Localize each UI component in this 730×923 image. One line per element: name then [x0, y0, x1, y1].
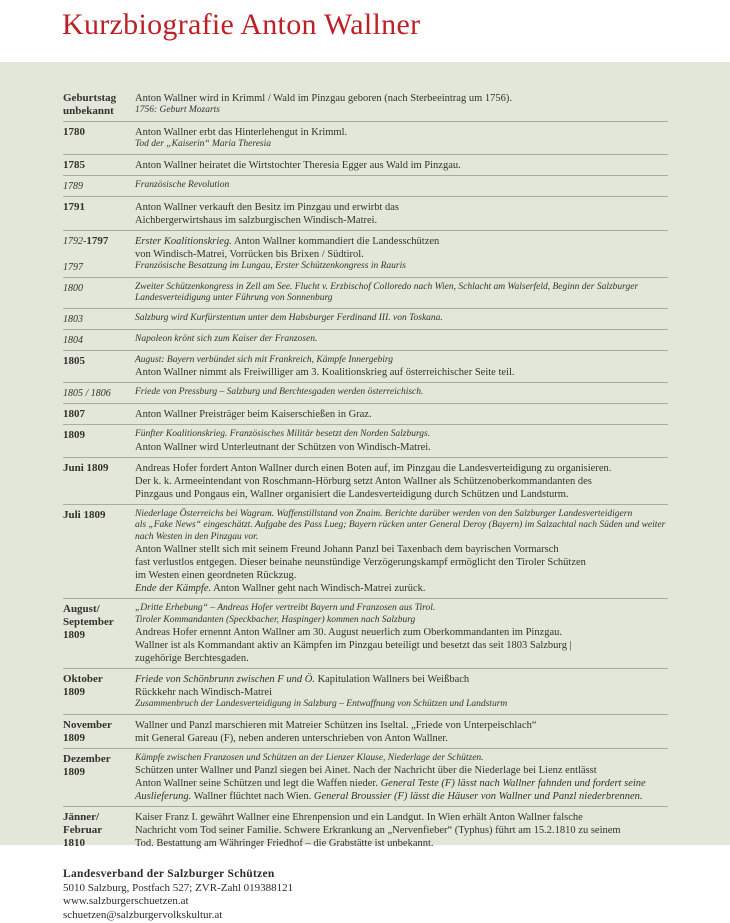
timeline-date-line: 1809	[63, 686, 85, 698]
timeline-content-cell	[135, 313, 668, 326]
timeline-text-line: Französische Revolution	[135, 179, 230, 190]
timeline-content-cell	[135, 282, 668, 305]
timeline-text-line: Ende der Kämpfe. Anton Wallner geht nach Windisch-Matrei zurück.	[135, 583, 426, 594]
timeline-row	[63, 176, 668, 197]
timeline-date-line: 1785	[63, 158, 85, 171]
timeline-date-line: November	[63, 718, 112, 731]
timeline-text-line: Anton Wallner Preisträger beim Kaiserschießen in Graz.	[135, 409, 372, 420]
timeline-text-line: im Westen einen geordneten Rückzug.	[135, 570, 297, 581]
timeline-content-cell	[135, 673, 668, 711]
timeline-date-line: 1809	[63, 765, 85, 778]
timeline-date-line: 1805	[63, 354, 85, 367]
timeline-text-line: Nachricht vom Tod seiner Familie. Schwere Erkrankung an „Nervenfieber“ (Typhus) führt am 15.2.1810 zu seinem	[135, 825, 621, 836]
timeline-row	[63, 425, 668, 458]
timeline-row	[63, 330, 668, 351]
timeline-content-cell	[135, 355, 668, 380]
timeline-content-cell	[135, 509, 668, 596]
timeline-text-line: Andreas Hofer ernennt Anton Wallner am 30. August neuerlich zum Oberkommandanten im Pinzgau.	[135, 627, 563, 638]
timeline-date-line: 1800	[63, 282, 83, 294]
timeline-content-cell	[135, 387, 668, 400]
timeline-text-line: zugehörige Berchtesgaden.	[135, 653, 249, 664]
timeline-text-line: Kaiser Franz I. gewährt Wallner eine Ehrenpension und ein Landgut. In Wien erhält Anton Wallner falsche	[135, 812, 583, 823]
timeline-row	[63, 309, 668, 330]
timeline-row	[63, 351, 668, 384]
footer	[0, 845, 730, 922]
timeline-text-line: von Windisch-Matrei, Vorrücken bis Brixen / Südtirol.	[135, 248, 364, 260]
timeline-date-cell	[63, 235, 135, 274]
timeline-text-line: Friede von Pressburg – Salzburg und Berchtesgaden werden österreichisch.	[135, 387, 424, 397]
timeline-text-line: als „Fake News“ eingeschätzt. Aufgabe des Pass Lueg; Bayern rücken unter General Deroy (Bayern) im Salzachtal nach Süden und weiter	[135, 520, 666, 530]
timeline-row	[63, 669, 668, 715]
timeline-row	[63, 807, 668, 853]
timeline-content-cell	[135, 811, 668, 850]
timeline-text-line: Schützen unter Wallner und Panzl siegen bei Ainet. Nach der Nachricht über die Niederlage bei Lienz entlässt	[135, 765, 597, 776]
timeline-row	[63, 404, 668, 425]
timeline-row	[63, 231, 668, 278]
timeline-date-cell	[63, 313, 135, 326]
timeline-text-line: Andreas Hofer fordert Anton Wallner durch einen Boten auf, im Pinzgau die Landesverteidigung zu organisieren.	[135, 462, 612, 474]
timeline-content-cell	[135, 92, 668, 118]
timeline-row	[63, 122, 668, 155]
timeline-content-cell	[135, 235, 668, 274]
timeline-row	[63, 505, 668, 600]
timeline-text-line: Erster Koalitionskrieg. Anton Wallner kommandiert die Landesschützen	[135, 235, 440, 247]
timeline-row	[63, 383, 668, 404]
timeline-text-line: Rückkehr nach Windisch-Matrei	[135, 687, 273, 698]
timeline-date-cell	[63, 201, 135, 227]
timeline-date-line: Februar	[63, 824, 103, 836]
timeline-date-cell	[63, 180, 135, 193]
timeline-text-line: Tiroler Kommandanten (Speckbacher, Haspinger) kommen nach Salzburg	[135, 614, 416, 625]
timeline-content-cell	[135, 408, 668, 421]
timeline-text-line: Anton Wallner seine Schützen und legt die Waffen nieder. General Teste (F) lässt nach Wallner fahnden und fordert seine	[135, 778, 646, 789]
timeline-date-cell	[63, 429, 135, 454]
timeline-text-line: Anton Wallner verkauft den Besitz im Pinzgau und erwirbt das	[135, 201, 400, 213]
timeline-text-line: Anton Wallner nimmt als Freiwilliger am 3. Koalitionskrieg auf österreichischer Seite teil.	[135, 367, 515, 378]
timeline-content-cell	[135, 753, 668, 804]
footer-org: Landesverband der Salzburger Schützen	[63, 868, 275, 880]
timeline-date-line: 1804	[63, 334, 83, 346]
timeline-date-cell	[63, 355, 135, 380]
timeline-text-line: Kämpfe zwischen Franzosen und Schützen an der Lienzer Klause, Niederlage der Schützen.	[135, 752, 484, 763]
timeline-text-line: Napoleon krönt sich zum Kaiser der Franzosen.	[135, 333, 318, 344]
timeline-date-line: 1797	[63, 261, 83, 273]
timeline-date-line: 1807	[63, 408, 85, 420]
timeline-date-line: 1809	[63, 731, 85, 744]
timeline-content-cell	[135, 719, 668, 745]
timeline-text-line: Französische Besatzung im Lungau, Erster Schützenkongress in Rauris	[135, 260, 406, 271]
footer-website: www.salzburgerschuetzen.at	[63, 895, 189, 907]
timeline-content-cell	[135, 126, 668, 151]
timeline-table	[63, 88, 668, 853]
timeline-text-line: Anton Wallner stellt sich mit seinem Freund Johann Panzl bei Taxenbach dem bayrischen Vormarsch	[135, 544, 559, 555]
timeline-text-line: Anton Wallner heiratet die Wirtstochter Theresia Egger aus Wald im Pinzgau.	[135, 159, 461, 171]
timeline-text-line: Der k. k. Armeeintendant von Roschmann-Hörburg setzt Anton Wallner als Schützenoberkommandanten des	[135, 475, 592, 487]
timeline-date-cell	[63, 719, 135, 745]
timeline-text-line: Niederlage Österreichs bei Wagram. Waffenstillstand von Znaim. Berichte darüber werden von den Salzburger Landesverteidigern	[135, 508, 633, 519]
timeline-content-cell	[135, 159, 668, 172]
timeline-date-line: 1809	[63, 629, 85, 641]
timeline-date-cell	[63, 509, 135, 596]
timeline-date-cell	[63, 282, 135, 305]
timeline-text-line: Wallner ist als Kommandant aktiv an Kämpfen im Pinzgau beteiligt und besetzt das seit 1803 Salzburg |	[135, 640, 572, 651]
timeline-row	[63, 278, 668, 309]
timeline-date-cell	[63, 603, 135, 665]
timeline-date-line: Oktober	[63, 673, 103, 685]
timeline-text-line: Anton Wallner wird Unterleutnant der Schützen von Windisch-Matrei.	[135, 441, 431, 453]
timeline-date-line: 1803	[63, 313, 83, 325]
timeline-date-line: unbekannt	[63, 105, 114, 117]
timeline-text-line: „Dritte Erhebung“ – Andreas Hofer vertreibt Bayern und Franzosen aus Tirol.	[135, 603, 436, 613]
timeline-text-line: Friede von Schönbrunn zwischen F und Ö. Kapitulation Wallners bei Weißbach	[135, 674, 470, 685]
timeline-text-line: Salzburg wird Kurfürstentum unter dem Habsburger Ferdinand III. von Toskana.	[135, 312, 443, 323]
timeline-date-cell	[63, 334, 135, 347]
timeline-date-cell	[63, 159, 135, 172]
timeline-date-line: Geburtstag	[63, 92, 117, 104]
timeline-text-line: Tod der „Kaiserin“ Maria Theresia	[135, 139, 272, 149]
timeline-date-cell	[63, 408, 135, 421]
timeline-row	[63, 749, 668, 808]
timeline-text-line: fast verlustlos entgegen. Dieser beinahe neunstündige Verzögerungskampf ermöglicht den Tiroler Schützen	[135, 557, 586, 568]
timeline-text-line: Tod. Bestattung am Währinger Friedhof – die Grabstätte ist unbekannt.	[135, 838, 434, 849]
timeline-content-cell	[135, 429, 668, 454]
timeline-row	[63, 599, 668, 669]
timeline-date-line: Jänner/	[63, 811, 100, 823]
timeline-date-cell	[63, 92, 135, 118]
timeline-date-line: Juli 1809	[63, 508, 106, 521]
timeline-content-cell	[135, 334, 668, 347]
timeline-date-line: August/	[63, 603, 100, 615]
timeline-text-line: 1756: Geburt Mozarts	[135, 105, 220, 115]
timeline-content-cell	[135, 180, 668, 193]
timeline-text-line: mit General Gareau (F), neben anderen unterschrieben von Anton Wallner.	[135, 732, 448, 744]
timeline-text-line: Zusammenbruch der Landesverteidigung in Salzburg – Entwaffnung von Schützen und Landsturm	[135, 699, 508, 709]
timeline-content-cell	[135, 201, 668, 227]
timeline-panel	[0, 62, 730, 849]
timeline-date-line: 1789	[63, 180, 83, 192]
timeline-date-cell	[63, 673, 135, 711]
timeline-text-line: Anton Wallner erbt das Hinterlehengut in Krimml.	[135, 127, 348, 138]
timeline-date-cell	[63, 753, 135, 804]
timeline-date-line	[63, 248, 135, 261]
timeline-text-line: Landesverteidigung unter Führung von Sonnenburg	[135, 293, 333, 303]
timeline-text-line: August: Bayern verbündet sich mit Frankreich, Kämpfe Innergebirg	[135, 354, 394, 365]
timeline-date-line: 1805 / 1806	[63, 388, 111, 399]
timeline-date-line: 1780	[63, 126, 85, 138]
timeline-text-line: Aichbergerwirtshaus im salzburgischen Windisch-Matrei.	[135, 214, 378, 226]
timeline-row	[63, 715, 668, 749]
timeline-date-cell	[63, 811, 135, 850]
timeline-text-line: Anton Wallner wird in Krimml / Wald im Pinzgau geboren (nach Sterbeeintrag um 1756).	[135, 93, 513, 104]
timeline-text-line: Zweiter Schützenkongress in Zell am See. Flucht v. Erzbischof Colloredo nach Wien, Schlacht am Walserfeld, Beginn der Salzburger	[135, 281, 639, 292]
timeline-date-line: 1809	[63, 429, 85, 441]
timeline-content-cell	[135, 603, 668, 665]
timeline-text-line: Wallner und Panzl marschieren mit Matreier Schützen ins Iseltal. „Friede von Unterpeischlach“	[135, 719, 537, 731]
timeline-text-line: Pinzgaus und Pongaus ein, Wallner organisiert die Landesverteidigung durch Schützen und Landsturm.	[135, 488, 569, 500]
timeline-date-line: September	[63, 616, 114, 628]
page-header	[0, 0, 730, 62]
timeline-row	[63, 458, 668, 505]
footer-email: schuetzen@salzburgervolkskultur.at	[63, 908, 223, 921]
timeline-row	[63, 197, 668, 231]
timeline-text-line: Auslieferung. Wallner flüchtet nach Wien. General Broussier (F) lässt die Häuser von Wallner und Panzl niederbrennen.	[135, 791, 643, 802]
timeline-date-line: Juni 1809	[63, 461, 109, 474]
footer-address: 5010 Salzburg, Postfach 527; ZVR-Zahl 019388121	[63, 881, 294, 894]
timeline-row	[63, 88, 668, 122]
timeline-date-line: 1792-1797	[63, 234, 109, 247]
timeline-content-cell	[135, 462, 668, 501]
timeline-date-line: Dezember	[63, 752, 111, 765]
timeline-date-cell	[63, 462, 135, 501]
timeline-date-cell	[63, 387, 135, 400]
page-title: Kurzbiografie Anton Wallner	[62, 8, 421, 41]
timeline-date-line: 1810	[63, 837, 85, 849]
timeline-date-cell	[63, 126, 135, 151]
timeline-text-line: Fünfter Koalitionskrieg. Französisches Militär besetzt den Norden Salzburgs.	[135, 429, 431, 439]
timeline-text-line: nach Westen in den Pinzgau vor.	[135, 531, 259, 542]
timeline-row	[63, 155, 668, 176]
timeline-date-line: 1791	[63, 200, 85, 213]
